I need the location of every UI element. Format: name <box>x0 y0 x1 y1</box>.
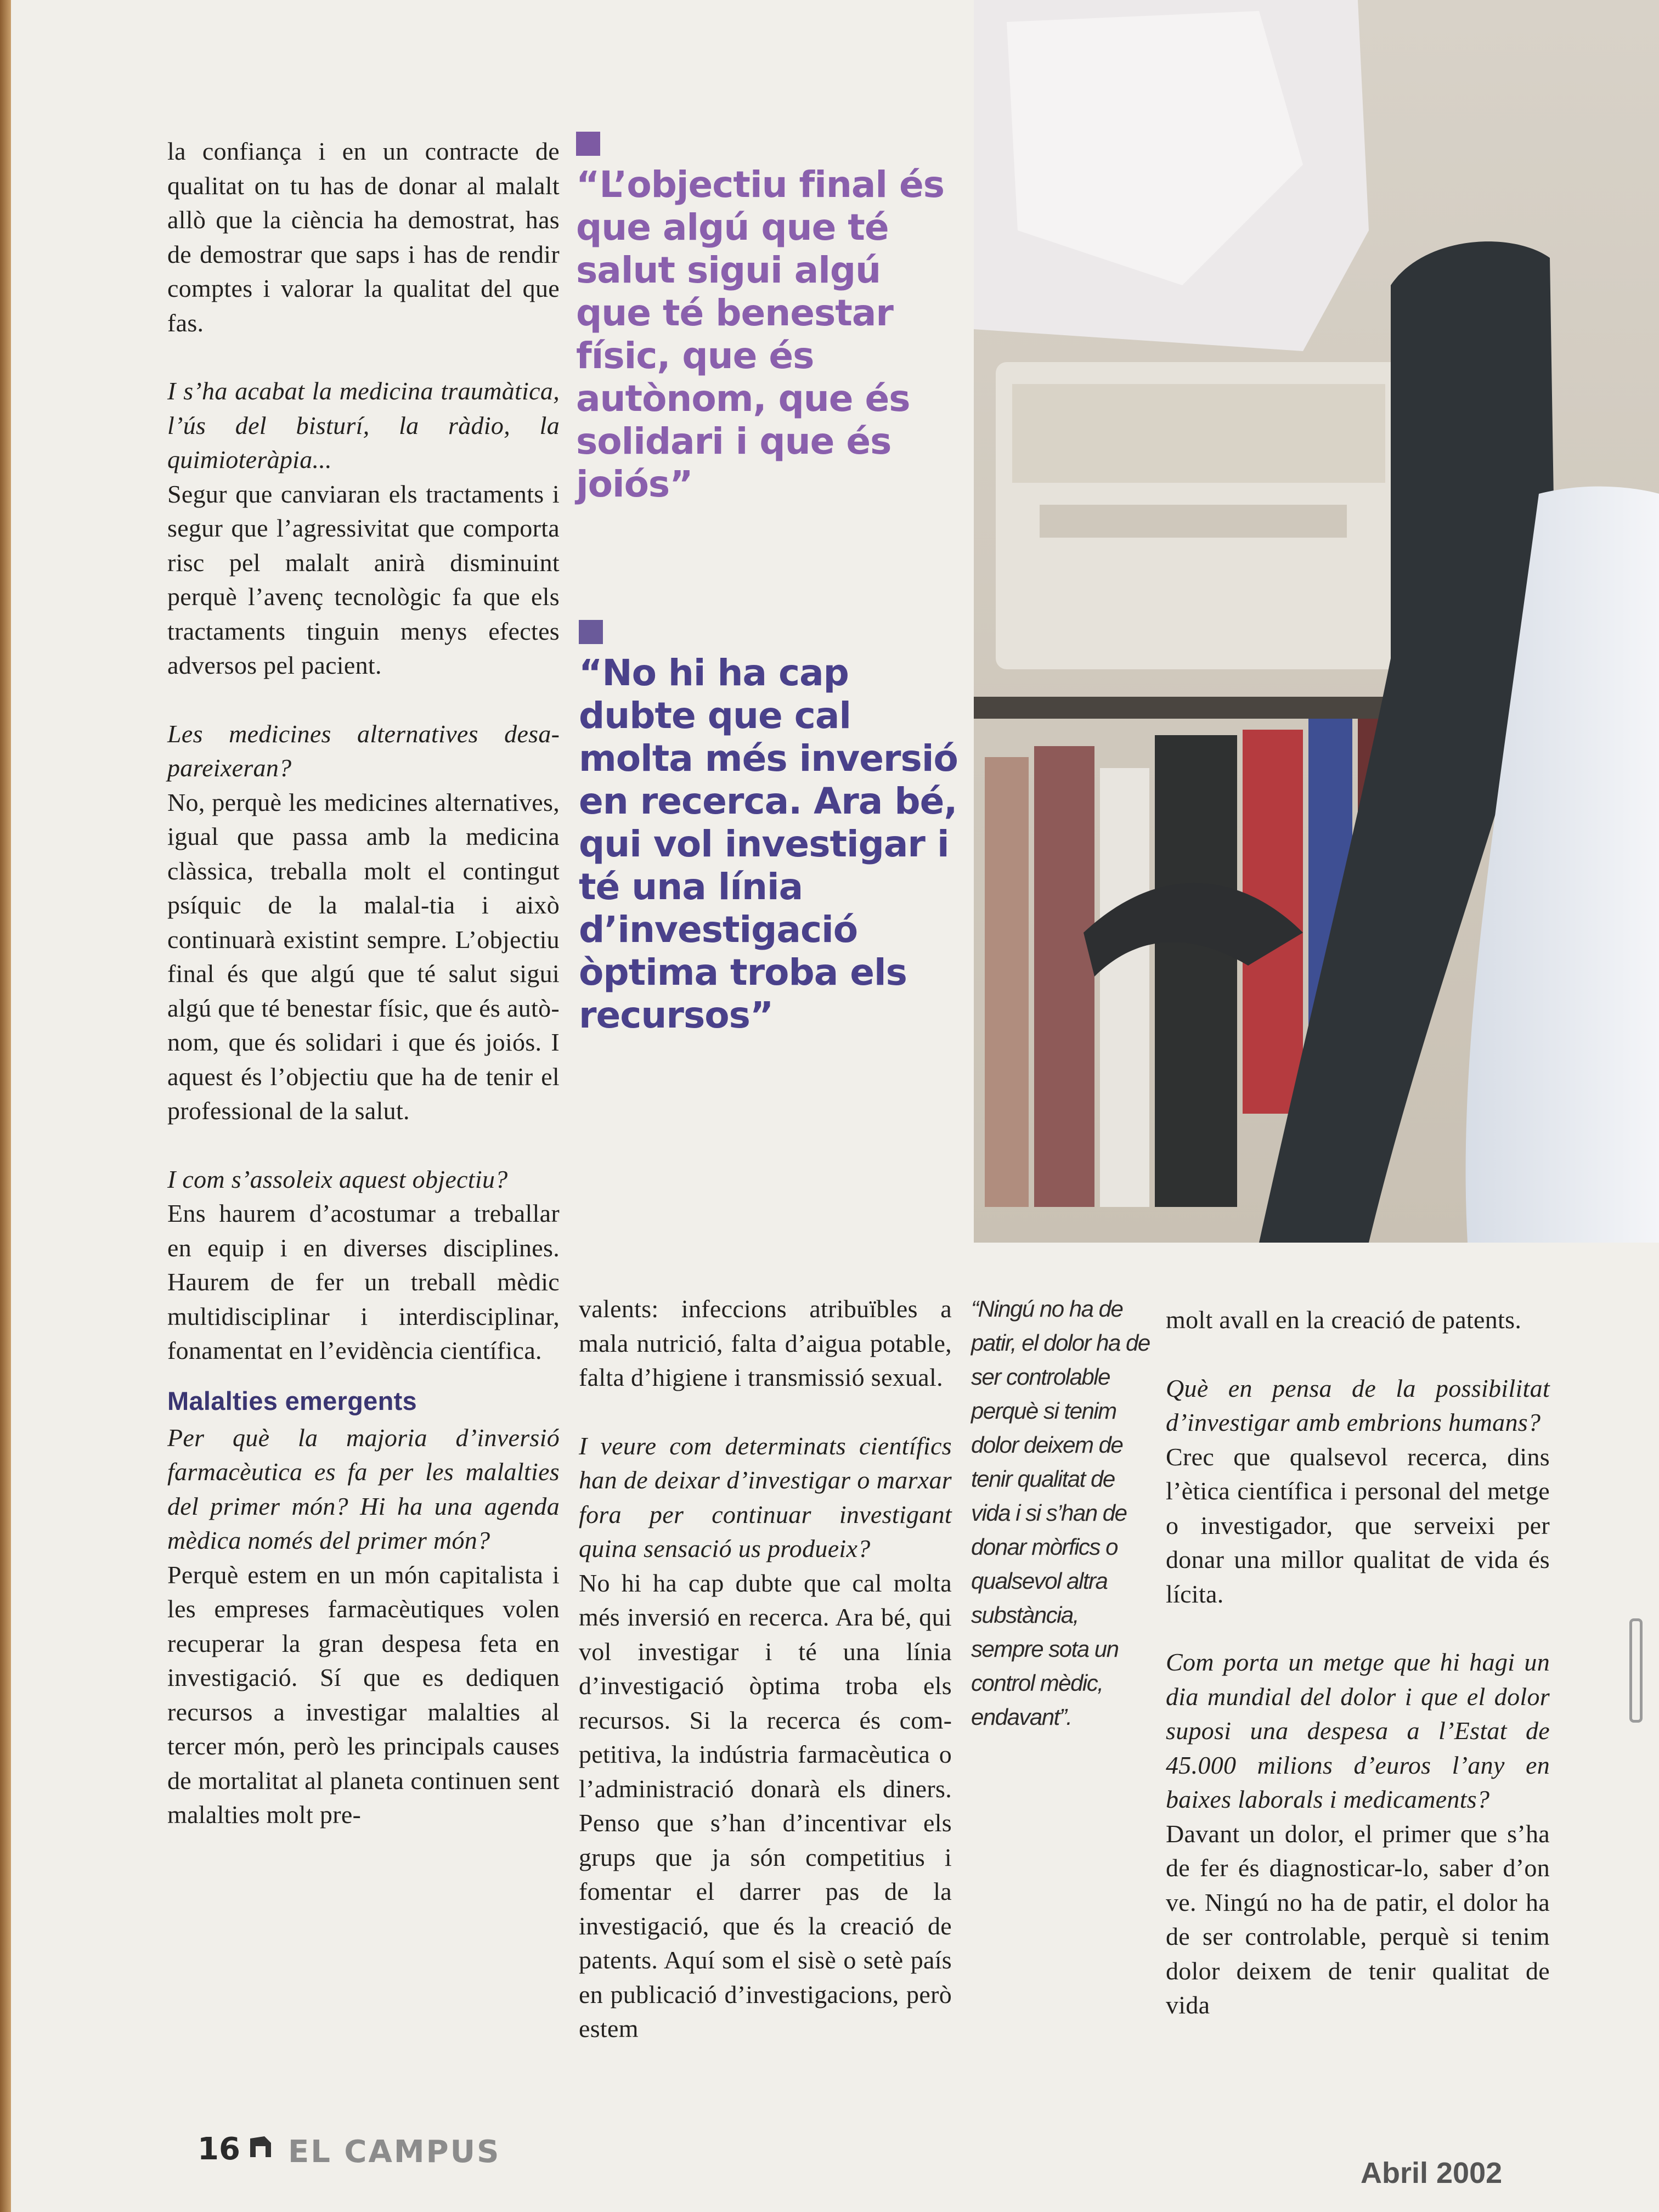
sidebar-quote-text: “Ningú no ha de patir, el dolor ha de ser controlable perquè si tenim dolor deixem de tenir qualitat de vida i si s’han de donar mòrfics o qualsevol altra substància, sempre sota un control mèdic, endavant”. <box>971 1296 1150 1730</box>
column-1 <box>167 134 560 1866</box>
question-answer <box>167 374 560 683</box>
question: Què en pensa de la possibilitat d’investigar amb embrions humans? <box>1166 1374 1550 1436</box>
answer: Ens haurem d’acostumar a treballar en equip i en diverses disciplines. Haurem de fer un treball mèdic multidisciplinar i interdisciplinar, fonamentat en l’evidència científica. <box>167 1199 560 1364</box>
paragraph: la confiança i en un contracte de qualitat on tu has de donar al malalt allò que la ciència ha demostrat, has de demostrar que saps i has de rendir comptes i valorar la qualitat del que fas. <box>167 137 560 337</box>
magazine-title: EL CAMPUS <box>288 2134 501 2170</box>
answer: Segur que canviaran els tractaments i segur que l’agressivitat que comporta risc pel malalt anirà disminuint perquè l’avenç tecnològic fa que els tractaments tinguin menys efectes adversos pel pacient. <box>167 479 560 679</box>
question: I veure com determinats científics han de deixar d’investigar o marxar fora per continuar investigant quina sensació us produeix? <box>579 1431 952 1562</box>
question-answer <box>1166 1372 1550 1612</box>
square-bullet-icon <box>576 132 600 156</box>
question-answer <box>579 1429 952 2046</box>
paragraph: molt avall en la creació de patents. <box>1166 1306 1522 1334</box>
column-2 <box>579 1292 952 2080</box>
paragraph: valents: infeccions atribuïbles a mala nutrició, falta d’aigua potable, falta d’higiene i transmissió sexual. <box>579 1295 952 1391</box>
answer: Davant un dolor, el primer que s’ha de fer és diagnosticar-lo, saber d’on ve. Ningú no ha de patir, el dolor ha de ser controlable, perquè si tenim dolor deixem de tenir qualitat de vida <box>1166 1819 1550 2019</box>
answer: No, perquè les medicines alternatives, igual que passa amb la medicina clàssica, treballa molt el contingut psíquic de la malal-tia i això continuarà existint sempre. L’objectiu final és que algú que té salut sigui algú que té benestar físic, que és autò-nom, que és solidari i que és joiós. I aquest és l’objectiu que ha de tenir el professional de la salut. <box>167 788 560 1125</box>
campus-logo-icon <box>248 2134 273 2159</box>
issue-date: Abril 2002 <box>1361 2157 1503 2190</box>
pull-quote-text: “No hi ha cap dubte que cal molta més inversió en recerca. Ara bé, qui vol investigar i té una línia d’investigació òptima troba els recursos” <box>579 652 958 1036</box>
question: I com s’assoleix aquest objectiu? <box>167 1165 508 1193</box>
magazine-page <box>11 0 1659 2212</box>
page-number: 16 <box>198 2131 240 2167</box>
square-bullet-icon <box>579 620 603 644</box>
office-photo <box>974 0 1659 1243</box>
question: Com porta un metge que hi hagi un dia mundial del dolor i que el dolor suposi una despesa a l’Estat de 45.000 milions d’euros l’any en baixes laborals i medicaments? <box>1166 1648 1550 1813</box>
answer: Perquè estem en un món capitalista i les empreses farmacèutiques volen recuperar la gran despesa feta en investigació. Sí que es dediquen recursos a investigar malalties al tercer món, però les principals causes de mortalitat al planeta continuen sent malalties molt pre- <box>167 1560 560 1829</box>
answer: No hi ha cap dubte que cal molta més inversió en recerca. Ara bé, qui vol investigar i té una línia d’investigació òptima troba els recursos. Si la recerca és competitiva, la indústria farmacèutica o l’administració donarà els diners. Penso que s’han d’incentivar els grups que ja són competitius i fomentar el darrer pas de la investigació, que és la creació de patents. Aquí som el sisè o setè país en publicació d’investigacions, però estem <box>579 1568 952 2042</box>
subheading: Malalties emergents <box>167 1386 417 1415</box>
question: Per què la majoria d’inversió farmacèutica es fa per les malalties del primer món? Hi ha una agenda mèdica només del primer món? <box>167 1423 560 1554</box>
question-answer <box>167 717 560 1128</box>
pull-quote-1 <box>576 132 960 506</box>
question: I s’ha acabat la medicina traumàtica, l’ús del bisturí, la ràdio, la quimioteràpia... <box>167 377 560 473</box>
pull-quote-text: “L’objectiu final és que algú que té salut sigui algú que té benestar físic, que és autònom, que és solidari i que és joiós” <box>576 163 945 505</box>
pull-quote-2 <box>579 620 963 1037</box>
staple <box>1629 1618 1643 1723</box>
question-answer <box>167 1421 560 1832</box>
column-4 <box>1166 1303 1550 2057</box>
question-answer <box>1166 1645 1550 2023</box>
question: Les medicines alternatives desapareixeran? <box>167 719 560 782</box>
answer: Crec que qualsevol recerca, dins l’ètica científica i personal del metge o investigador, que serveixi per donar una millor qualitat de vida és lícita. <box>1166 1442 1550 1608</box>
desk-edge <box>0 0 11 2212</box>
sidebar-quote <box>971 1292 1152 1734</box>
question-answer <box>167 1163 560 1368</box>
